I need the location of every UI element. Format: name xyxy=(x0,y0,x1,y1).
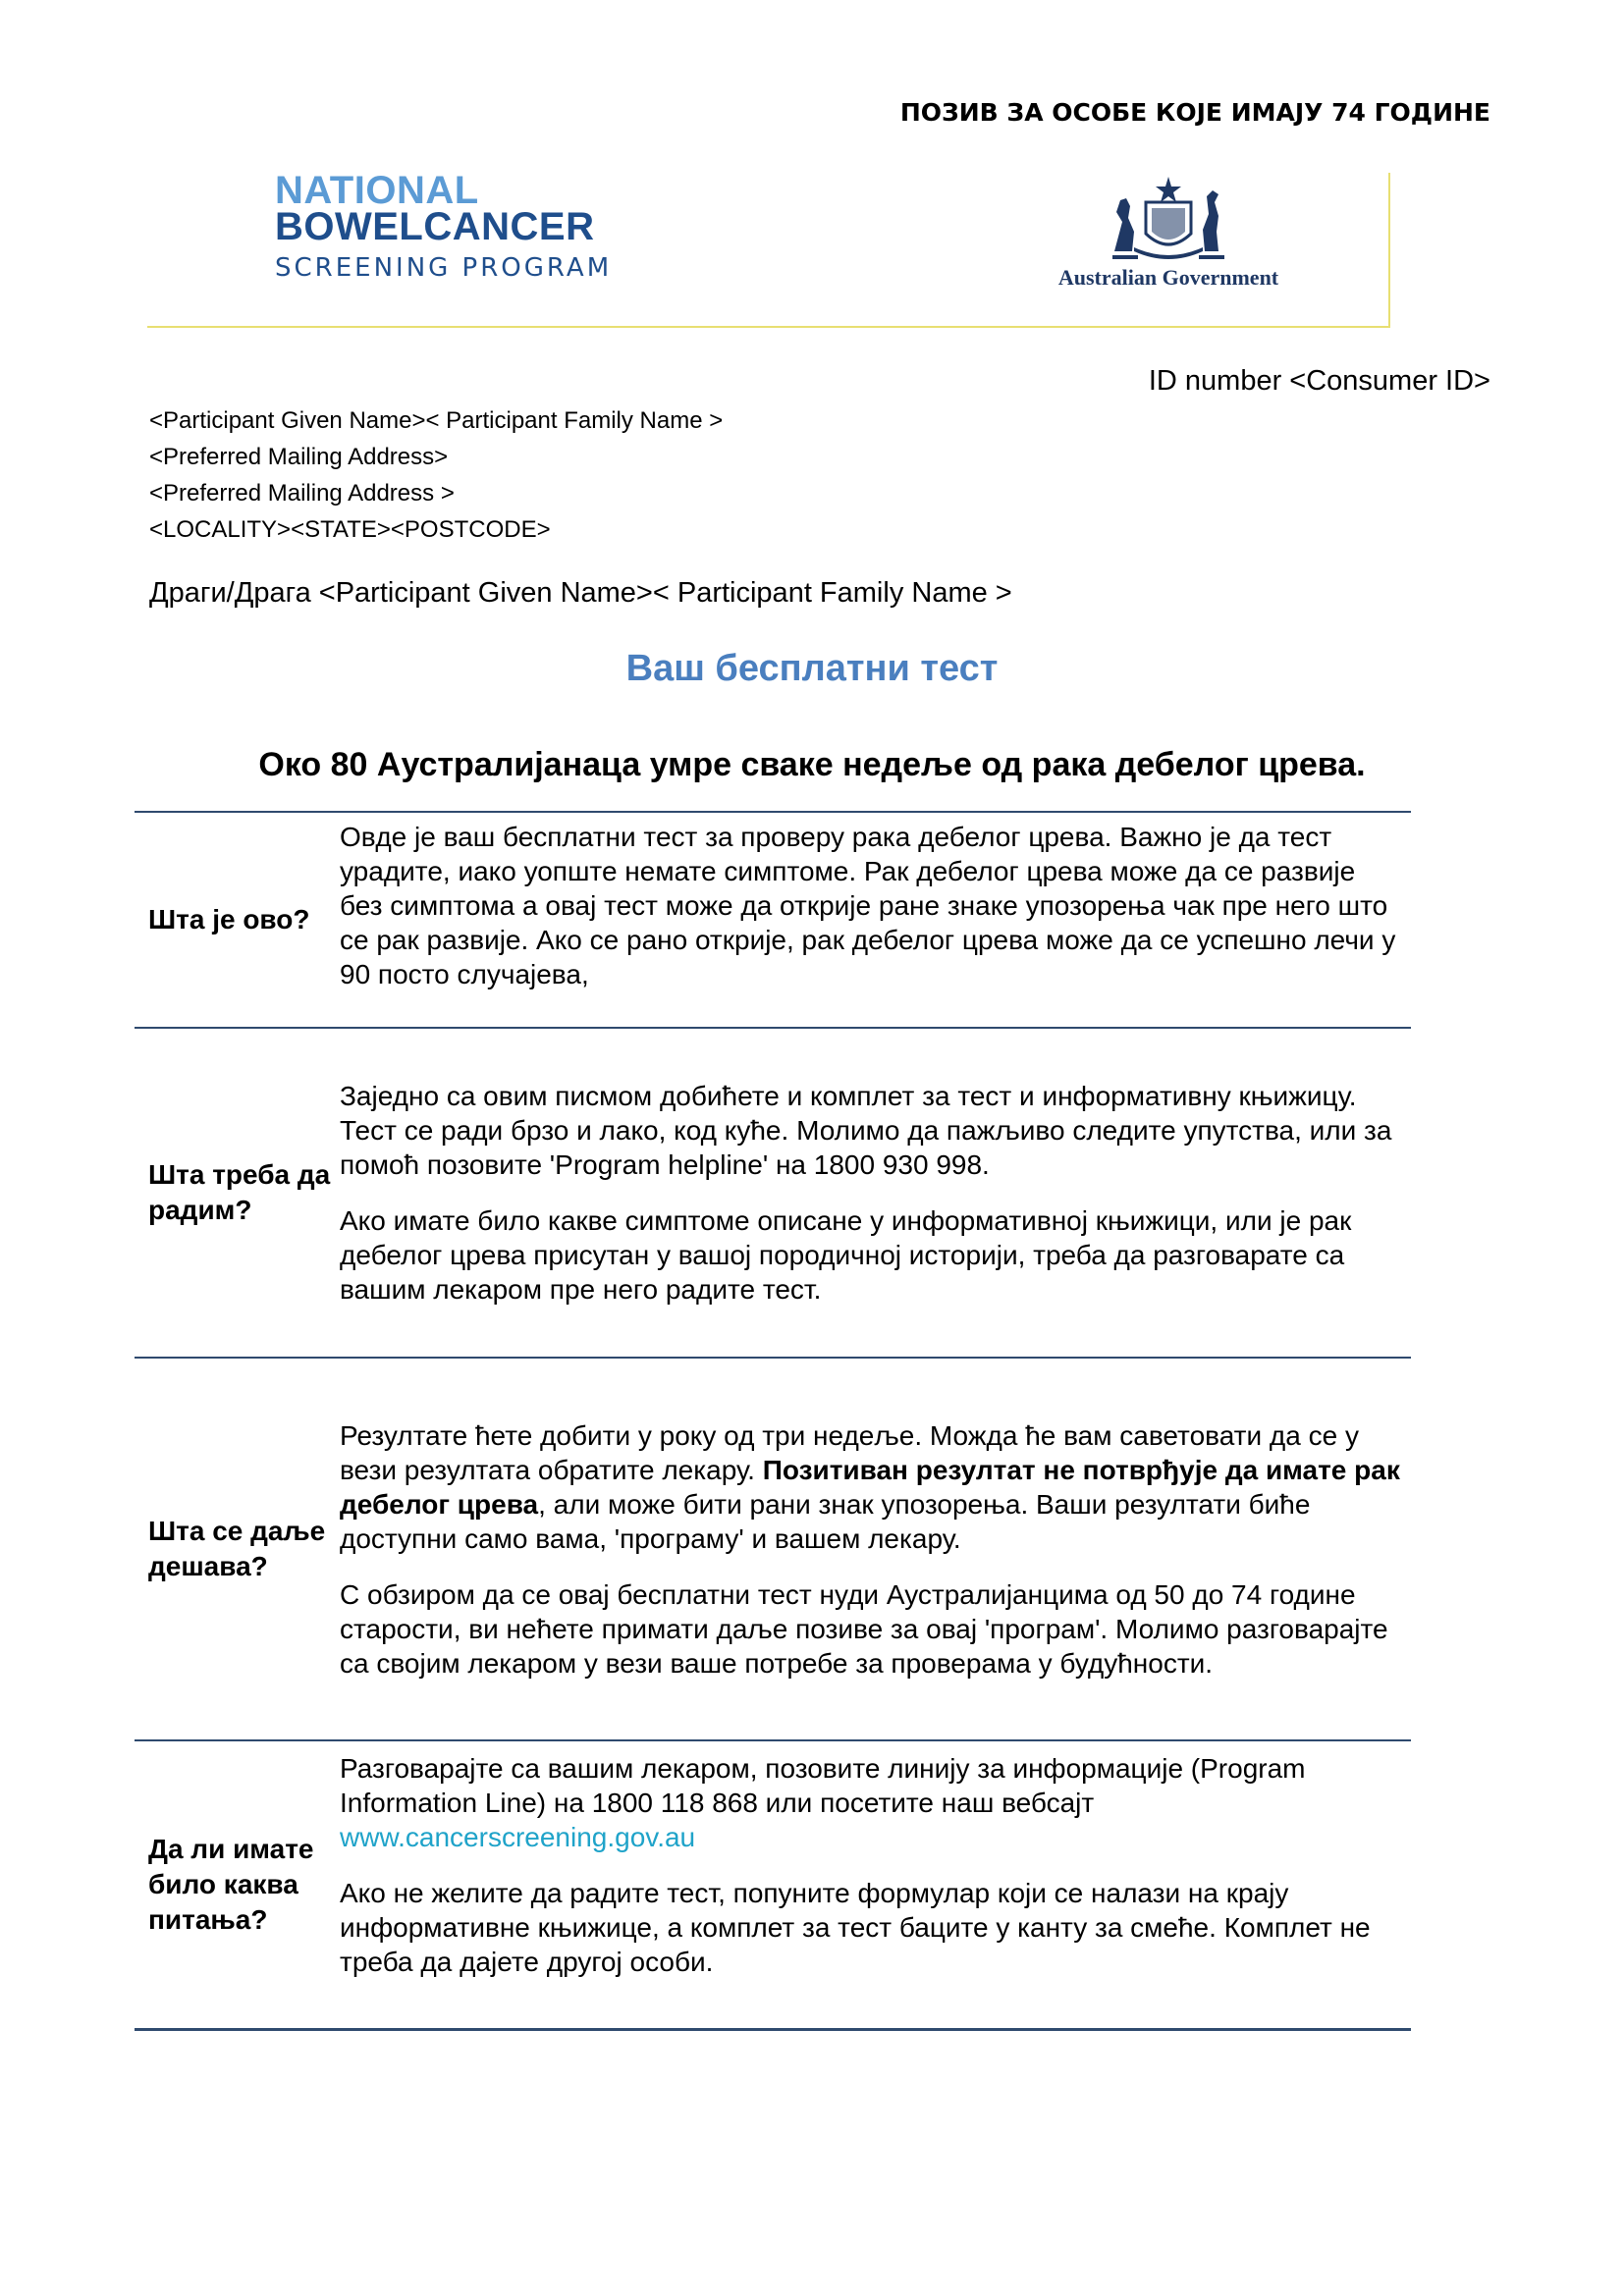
consumer-id-line: ID number <Consumer ID> xyxy=(1148,365,1490,397)
address-line-mailing-2: <Preferred Mailing Address > xyxy=(149,480,455,507)
coat-of-arms-icon xyxy=(1095,173,1242,261)
info-table xyxy=(135,811,1411,2031)
website-link[interactable]: www.cancerscreening.gov.au xyxy=(340,1821,696,1852)
table-row xyxy=(135,812,1411,1028)
question-cell: Шта је ово? xyxy=(148,904,310,934)
answer-paragraph: Заједно са овим писмом добићете и комплет за тест и информативну књижицу. Тест се ради брзо и лако, код куће. Молимо да пажљиво следите упутства, или за помоћ позовите 'Program helpline' на 1800 930 998. xyxy=(340,1081,1392,1180)
answer-text: , али може бити рани знак упозорења. Ваши резултати биће доступни само вама, 'програму' и вашем лекару. xyxy=(340,1488,1311,1554)
answer-paragraph: Ако имате било какве симптоме описане у информативној књижици, или је рак дебелог црева присутан у вашој породичној историји, треба да разговарате са вашим лекаром пре него радите тест. xyxy=(340,1205,1352,1305)
answer-text: Резултате ћете добити у року од три недеље. Можда ће вам саветовати да се у вези резултата обратите лекару. xyxy=(340,1419,1359,1485)
table-row xyxy=(135,1740,1411,2029)
nbcsp-logo-cancer: CANCER xyxy=(423,205,595,248)
letter-title: Ваш бесплатни тест xyxy=(625,648,999,689)
letterhead xyxy=(147,169,1390,328)
answer-bold-text: Позитиван резултат не потврђује да имате рак дебелог црева xyxy=(340,1454,1400,1520)
answer-cell xyxy=(340,812,1411,1028)
address-line-mailing-1: <Preferred Mailing Address> xyxy=(149,444,449,470)
nbcsp-logo-bowel: BOWEL xyxy=(275,205,424,248)
question-cell: Шта треба да радим? xyxy=(148,1159,331,1225)
answer-paragraph xyxy=(340,1751,1401,1854)
nbcsp-logo-screening: SCREENING PROGRAM xyxy=(275,253,613,283)
address-line-locality: <LOCALITY><STATE><POSTCODE> xyxy=(149,516,551,543)
answer-paragraph: С обзиром да се овај бесплатни тест нуди Аустралијанцима од 50 до 74 године старости, ви нећете примати даље позиве за овај 'програм'. Молимо разговарајте са својим лекаром у вези ваше потребе за проверама у будућности. xyxy=(340,1578,1388,1679)
mailing-address xyxy=(149,402,723,548)
question-cell: Шта се даље дешава? xyxy=(148,1516,326,1581)
nbcsp-logo-national: NATIONAL xyxy=(275,169,479,212)
answer-paragraph: Ако не желите да радите тест, попуните формулар који се налази на крају информативне књижице, а комплет за тест баците у канту за смеће. Комплет не треба да дајете другој особи. xyxy=(340,1877,1371,1977)
answer-text: Разговарајте са вашим лекаром, позовите линију за информације (Program Information Line) на 1800 118 868 или посетите наш вебсајт xyxy=(340,1752,1306,1818)
nbcsp-logo xyxy=(275,169,668,283)
answer-cell xyxy=(340,1028,1411,1358)
answer-cell xyxy=(340,1740,1411,2029)
answer-paragraph: Овде је ваш бесплатни тест за проверу рака дебелог црева. Важно је да тест урадите, иако уопште немате симптоме. Рак дебелог црева може да се развије без симптома а овај тест може да открије ране знаке упозорења чак пре него што се рак развије. Ако се рано открије, рак дебелог црева може да се успешно лечи у 90 посто случајева, xyxy=(340,821,1396,989)
answer-cell xyxy=(340,1358,1411,1740)
question-cell: Да ли имате било каква питања? xyxy=(148,1833,314,1935)
table-row xyxy=(135,1028,1411,1358)
letter-subtitle: Око 80 Аустралијанаца умре сваке недеље од рака дебелог црева. xyxy=(258,746,1366,783)
nbcsp-logo-bowel-cancer xyxy=(275,205,668,248)
address-line-name: <Participant Given Name>< Participant Family Name > xyxy=(149,407,724,434)
page-heading: ПОЗИВ ЗА ОСОБЕ КОЈЕ ИМАЈУ 74 ГОДИНЕ xyxy=(899,98,1490,127)
australian-government-text: Australian Government xyxy=(1057,265,1279,290)
table-row xyxy=(135,1358,1411,1740)
australian-government-logo xyxy=(1011,173,1326,291)
answer-paragraph xyxy=(340,1418,1401,1556)
salutation: Драги/Драга <Participant Given Name>< Participant Family Name > xyxy=(149,577,1012,609)
